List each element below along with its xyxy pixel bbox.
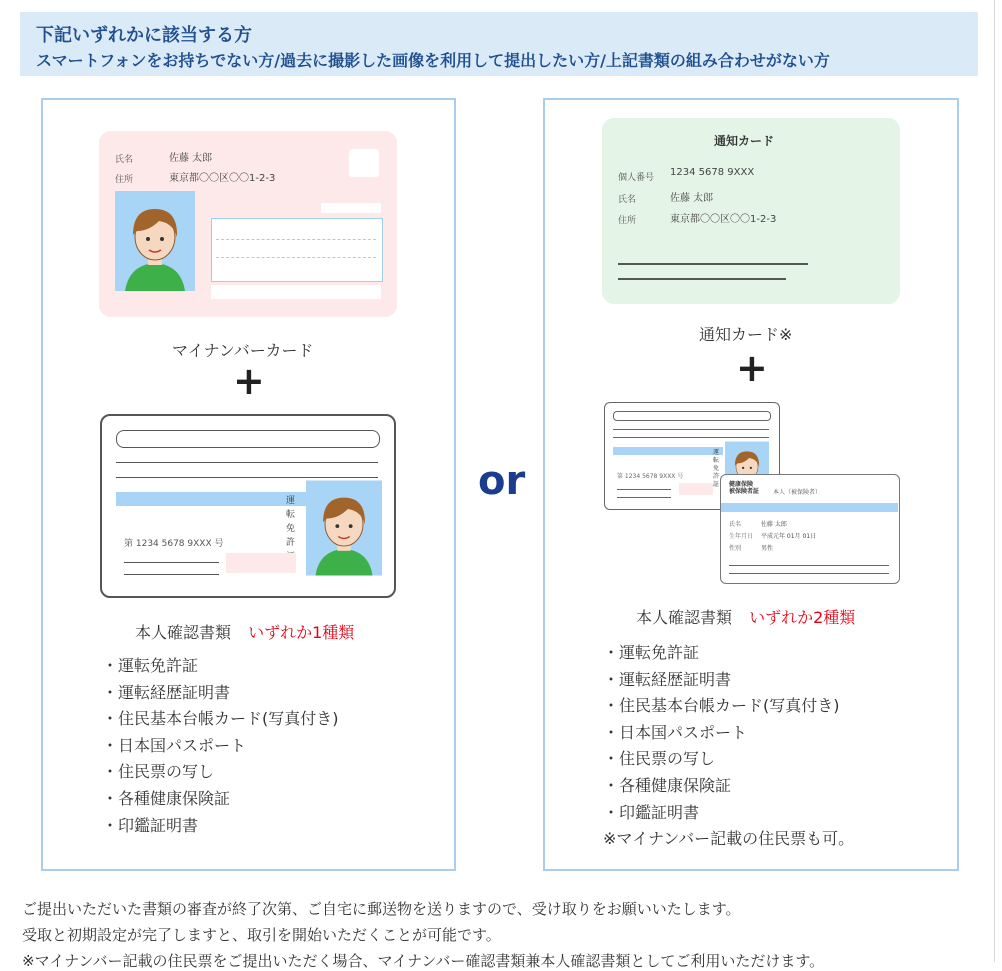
mynumber-card-illustration (99, 131, 397, 317)
mynumber-chip-box (349, 149, 379, 177)
insurance-header: 健康保険 被保険者証 (729, 481, 760, 495)
eligibility-header (20, 12, 978, 76)
mynumber-address-value: 東京都〇〇区〇〇1-2-3 (169, 173, 276, 184)
insurance-holder: 本人（被保険者） (773, 489, 822, 496)
insurance-dob-label: 生年月日 (729, 533, 754, 540)
notice-number-value: 1234 5678 9XXX (670, 167, 755, 178)
list-item: ・住民基本台帳カード(写真付き) (603, 696, 840, 716)
plus-sign-left: + (233, 359, 265, 403)
insurance-sex-value: 男性 (761, 545, 774, 552)
person-photo-icon (115, 191, 195, 291)
list-item-note: ※マイナンバー記載の住民票も可。 (603, 829, 855, 849)
insurance-card-illustration (720, 474, 900, 584)
insurance-name-label: 氏名 (729, 521, 742, 528)
mynumber-name-label: 氏名 (115, 155, 134, 165)
notice-address-value: 東京都〇〇区〇〇1-2-3 (670, 214, 777, 225)
list-item: ・住民票の写し (102, 762, 215, 782)
insurance-dob-value: 平成元年 01月 01日 (761, 533, 817, 540)
left-docs-caption-row (135, 620, 354, 643)
insurance-sex-label: 性別 (729, 545, 742, 552)
list-item: ・運転免許証 (603, 643, 700, 662)
footer-line-2: 受取と初期設定が完了しますと、取引を開始いただくことが可能です。 (22, 926, 501, 944)
page-right-rule (994, 0, 995, 962)
license-number: 第 1234 5678 9XXX 号 (124, 539, 224, 549)
notice-address-label: 住所 (618, 216, 637, 226)
list-item: ・印鑑証明書 (603, 802, 700, 822)
list-item: ・日本国パスポート (603, 722, 748, 742)
insurance-name-value: 佐藤 太郎 (761, 521, 787, 528)
list-item: ・日本国パスポート (102, 735, 247, 755)
small-license-vertical-label: 運転免許証 (713, 449, 720, 488)
list-item: ・住民票の写し (603, 749, 716, 769)
person-photo-icon (306, 480, 382, 576)
or-divider: or (478, 458, 526, 504)
list-item: ・各種健康保険証 (102, 788, 231, 808)
list-item: ・各種健康保険証 (603, 775, 732, 795)
plus-sign-right: + (736, 346, 768, 390)
small-license-number: 第 1234 5678 9XXX 号 (617, 473, 684, 480)
list-item: ・住民基本台帳カード(写真付き) (102, 709, 339, 729)
list-item: ・運転免許証 (102, 656, 199, 675)
list-item: ・運転経歴証明書 (603, 669, 732, 689)
list-item: ・運転経歴証明書 (102, 682, 231, 702)
list-item: ・印鑑証明書 (102, 815, 199, 835)
mynumber-bottom-strip (211, 285, 381, 299)
drivers-license-illustration (100, 414, 396, 598)
mynumber-info-field (211, 218, 383, 282)
footer-line-1: ご提出いただいた書類の審査が終了次第、ご自宅に郵送物を送りますので、受け取りをお願いいたします。 (22, 900, 741, 918)
mynumber-address-label: 住所 (115, 175, 134, 185)
notice-card-title: 通知カード (714, 134, 775, 148)
footer-line-3: ※マイナンバー記載の住民票をご提出いただく場合、マイナンバー確認書類兼本人確認書類としてご利用いただけます。 (22, 952, 825, 970)
notice-name-value: 佐藤 太郎 (670, 193, 714, 204)
right-docs-caption: 本人確認書類 (636, 608, 733, 627)
header-subtitle: スマートフォンをお持ちでない方/過去に撮影した画像を利用して提出したい方/上記書類の組み合わせがない方 (36, 51, 830, 70)
mynumber-name-value: 佐藤 太郎 (169, 153, 213, 164)
notice-card-caption: 通知カード※ (699, 325, 793, 344)
notice-card-illustration (602, 118, 900, 304)
notice-number-label: 個人番号 (618, 173, 655, 183)
header-title: 下記いずれかに該当する方 (36, 25, 252, 46)
license-vertical-label: 運転免許 (286, 496, 296, 548)
left-docs-note: いずれか1種類 (248, 623, 355, 642)
left-docs-list (102, 653, 339, 839)
right-docs-note: いずれか2種類 (749, 608, 856, 627)
mynumber-card-caption: マイナンバーカード (172, 341, 314, 360)
notice-name-label: 氏名 (618, 195, 637, 205)
left-docs-caption: 本人確認書類 (135, 623, 232, 642)
right-docs-caption-row (636, 605, 855, 628)
right-docs-list (603, 640, 854, 853)
mynumber-white-strip (321, 203, 381, 213)
